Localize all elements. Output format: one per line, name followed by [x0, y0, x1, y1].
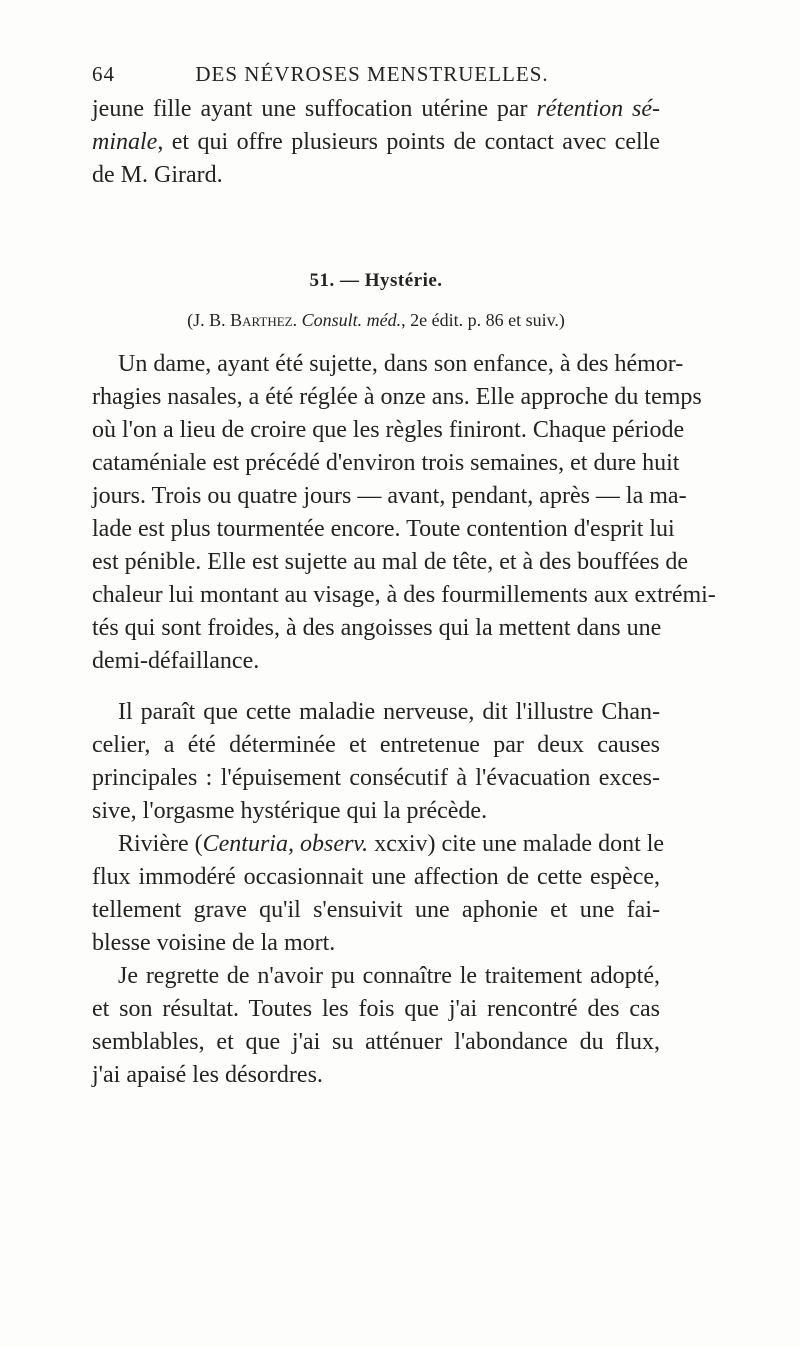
text-line: Il paraît que cette maladie nerveuse, dit l'illustre Chan- — [118, 699, 660, 725]
text-line: flux immodéré occasionnait une affection de cette espèce, — [92, 864, 660, 890]
text-line: cataméniale est précédé d'environ trois semaines, et dure huit — [92, 450, 680, 476]
text-line: Rivière (Centuria, observ. xcxiv) cite une malade dont le — [118, 831, 665, 857]
text-line: chaleur lui montant au visage, à des fourmillements aux extrémi- — [92, 582, 716, 608]
text-line: jours. Trois ou quatre jours — avant, pendant, après — la ma- — [92, 483, 687, 509]
intro-paragraph — [92, 93, 660, 192]
text-line: de M. Girard. — [92, 162, 223, 188]
paragraph-1 — [92, 348, 716, 678]
paragraph-3 — [92, 828, 665, 960]
text-line: est pénible. Elle est sujette au mal de tête, et à des bouffées de — [92, 549, 689, 575]
text-line: j'ai apaisé les désordres. — [92, 1062, 323, 1088]
section-heading: 51. — Hystérie. — [309, 270, 443, 291]
text-line: principales : l'épuisement consécutif à l'évacuation exces- — [92, 765, 660, 791]
paragraph-4 — [92, 960, 660, 1092]
text-line: blesse voisine de la mort. — [92, 930, 336, 956]
text-line: celier, a été déterminée et entretenue par deux causes — [92, 732, 660, 758]
text-line: Un dame, ayant été sujette, dans son enfance, à des hémor- — [118, 351, 684, 377]
text-line: minale, et qui offre plusieurs points de contact avec celle — [92, 129, 660, 155]
bibliographic-reference: (J. B. Barthez. Consult. méd., 2e édit. p. 86 et suiv.) — [187, 310, 565, 330]
text-line: semblables, et que j'ai su atténuer l'abondance du flux, — [92, 1029, 660, 1055]
paragraph-2 — [92, 696, 660, 828]
running-head-title: DES NÉVROSES MENSTRUELLES. — [195, 62, 549, 86]
text-line: demi-défaillance. — [92, 648, 260, 674]
text-line: jeune fille ayant une suffocation utérine par rétention sé- — [92, 96, 660, 122]
text-line: sive, l'orgasme hystérique qui la précède. — [92, 798, 488, 824]
text-line: tellement grave qu'il s'ensuivit une aphonie et une fai- — [92, 897, 660, 923]
text-line: tés qui sont froides, à des angoisses qui la mettent dans une — [92, 615, 662, 641]
text-line: lade est plus tourmentée encore. Toute contention d'esprit lui — [92, 516, 675, 542]
running-head — [92, 62, 652, 92]
text-line: rhagies nasales, a été réglée à onze ans. Elle approche du temps — [92, 384, 702, 410]
text-line: et son résultat. Toutes les fois que j'ai rencontré des cas — [92, 996, 660, 1022]
page-number: 64 — [92, 62, 115, 86]
text-line: Je regrette de n'avoir pu connaître le traitement adopté, — [118, 963, 660, 989]
text-line: où l'on a lieu de croire que les règles finiront. Chaque période — [92, 417, 685, 443]
